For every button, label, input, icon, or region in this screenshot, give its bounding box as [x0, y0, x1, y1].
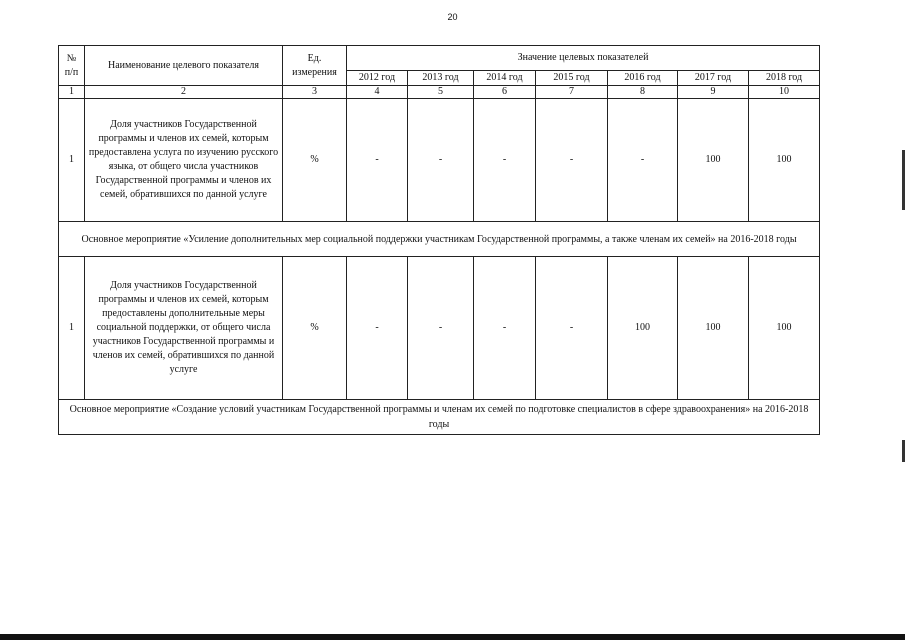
row-num: 1	[59, 257, 85, 400]
row-value: -	[474, 99, 536, 222]
column-number: 9	[678, 86, 749, 99]
column-number: 10	[749, 86, 820, 99]
header-num: № п/п	[59, 46, 85, 86]
header-unit: Ед. измерения	[283, 46, 347, 86]
row-name: Доля участников Государственной программы и членов их семей, которым предоставлены дополнительные меры социальной поддержки, от общего числа участников Государственной программы и членов их семей, обратившихся по данной услуге	[85, 257, 283, 400]
row-value: 100	[608, 257, 678, 400]
header-year: 2015 год	[536, 71, 608, 86]
row-value: -	[608, 99, 678, 222]
row-value: -	[408, 257, 474, 400]
scan-border	[0, 634, 905, 640]
header-values-group: Значение целевых показателей	[347, 46, 820, 71]
section-row	[59, 400, 820, 435]
indicators-table	[58, 45, 820, 435]
column-number: 2	[85, 86, 283, 99]
table-row	[59, 99, 820, 222]
row-num: 1	[59, 99, 85, 222]
column-number: 1	[59, 86, 85, 99]
column-number: 3	[283, 86, 347, 99]
row-name: Доля участников Государственной программы и членов их семей, которым предоставлена услуга по изучению русского языка, от общего числа участников Государственной программы и членов их семей, обратившихся по данной услуге	[85, 99, 283, 222]
column-numbers-row	[59, 86, 820, 99]
row-value: -	[536, 99, 608, 222]
row-unit: %	[283, 99, 347, 222]
column-number: 7	[536, 86, 608, 99]
row-unit: %	[283, 257, 347, 400]
page-number: 20	[447, 12, 458, 22]
row-value: -	[347, 257, 408, 400]
table-row	[59, 257, 820, 400]
row-value: 100	[678, 99, 749, 222]
row-value: -	[347, 99, 408, 222]
section-title: Основное мероприятие «Создание условий участникам Государственной программы и членам их семей по подготовке специалистов в сфере здравоохранения» на 2016-2018 годы	[59, 400, 820, 435]
row-value: -	[474, 257, 536, 400]
column-number: 6	[474, 86, 536, 99]
column-number: 5	[408, 86, 474, 99]
header-year: 2013 год	[408, 71, 474, 86]
header-year: 2014 год	[474, 71, 536, 86]
row-value: 100	[749, 257, 820, 400]
header-year: 2016 год	[608, 71, 678, 86]
section-title: Основное мероприятие «Усиление дополнительных мер социальной поддержки участникам Государственной программы, а также членам их семей» на 2016-2018 годы	[59, 222, 820, 257]
header-year: 2017 год	[678, 71, 749, 86]
header-year: 2018 год	[749, 71, 820, 86]
header-name: Наименование целевого показателя	[85, 46, 283, 86]
header-year: 2012 год	[347, 71, 408, 86]
row-value: -	[408, 99, 474, 222]
row-value: -	[536, 257, 608, 400]
row-value: 100	[678, 257, 749, 400]
section-row	[59, 222, 820, 257]
column-number: 8	[608, 86, 678, 99]
header-row	[59, 46, 820, 71]
column-number: 4	[347, 86, 408, 99]
row-value: 100	[749, 99, 820, 222]
